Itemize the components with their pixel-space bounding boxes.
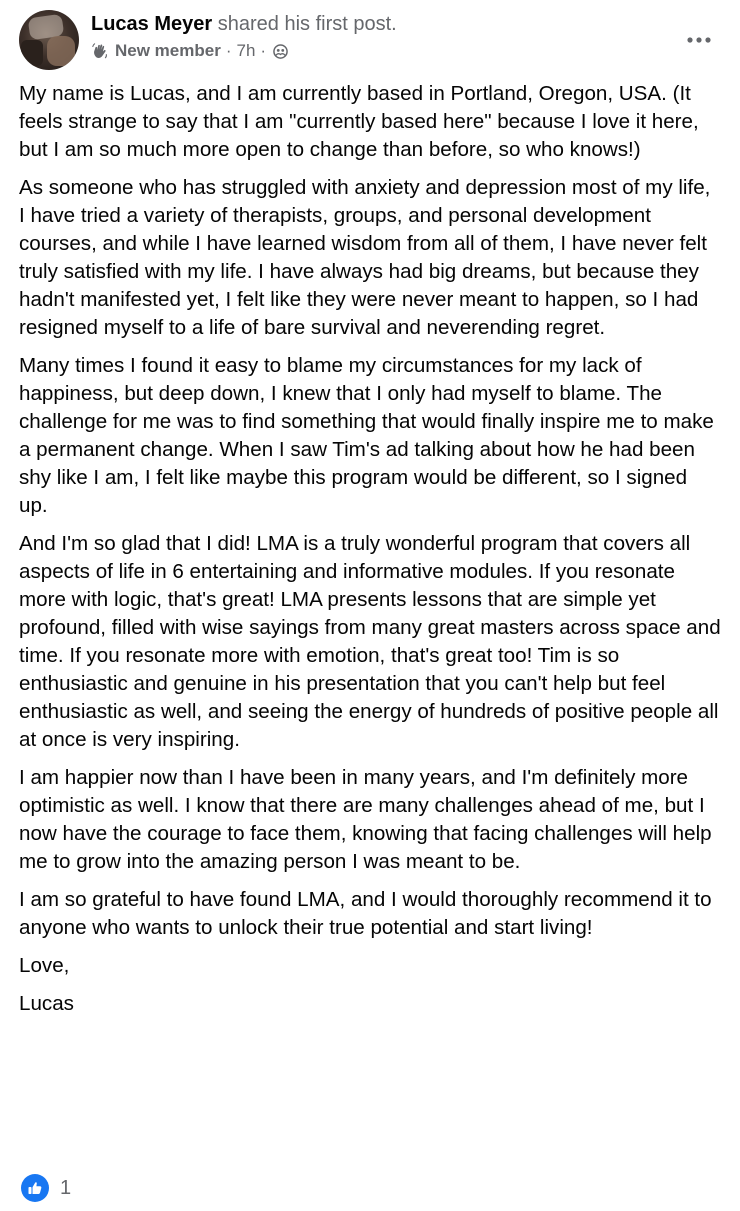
post-paragraph: I am so grateful to have found LMA, and I would thoroughly recommend it to anyone who wants to unlock their true potential and start living! — [19, 888, 712, 939]
post-timestamp[interactable]: 7h — [236, 41, 256, 60]
member-badge[interactable]: New member — [115, 41, 221, 60]
reactions-summary[interactable] — [21, 1174, 71, 1202]
post-paragraph: My name is Lucas, and I am currently based in Portland, Oregon, USA. (It feels strange to say that I am "currently based here" because I love it here, but I am so much more open to change than before, so who knows!) — [19, 82, 699, 161]
group-icon[interactable] — [273, 44, 288, 59]
post-meta — [91, 40, 288, 62]
meta-separator: · — [260, 41, 267, 60]
post-action-text: shared his first post. — [217, 13, 397, 35]
post-paragraph: I am happier now than I have been in many years, and I'm definitely more optimistic as well. I know that there are many challenges ahead of me, but I now have the courage to face them, knowing that facing challenges will help me to grow into the amazing person I was meant to be. — [19, 766, 712, 873]
post-header — [19, 8, 719, 72]
meta-separator: · — [225, 41, 232, 60]
post-signature: Lucas — [19, 992, 74, 1015]
post-paragraph: And I'm so glad that I did! LMA is a truly wonderful program that covers all aspects of life in 6 entertaining and informative modules. If you resonate more with logic, that's great! LMA presents lessons that are simple yet profound, filled with wise sayings from many great masters across space and time. If you resonate more with emotion, that's great too! Tim is so enthusiastic and genuine in his presentation that you can't help but feel enthusiastic as well, and seeing the energy of hundreds of positive people all at once is very inspiring. — [19, 532, 721, 751]
post-signoff: Love, — [19, 954, 70, 977]
author-name[interactable]: Lucas Meyer — [91, 13, 213, 35]
avatar[interactable] — [19, 10, 79, 70]
wave-hand-icon — [91, 42, 109, 60]
more-horiz-icon — [686, 36, 712, 44]
post-paragraph: As someone who has struggled with anxiety and depression most of my life, I have tried a variety of therapists, groups, and personal development courses, and while I have learned wisdom from all of them, I have never felt truly satisfied with my life. I have always had big dreams, but because they hadn't manifested yet, I felt like they were never meant to happen, so I had resigned myself to a life of bare survival and neverending regret. — [19, 176, 711, 339]
reaction-count: 1 — [60, 1176, 72, 1199]
author-line — [91, 12, 397, 36]
post-body — [19, 80, 721, 1028]
post-paragraph: Many times I found it easy to blame my circumstances for my lack of happiness, but deep down, I knew that I only had myself to blame. The challenge for me was to find something that would finally inspire me to make a permanent change. When I saw Tim's ad talking about how he had been shy like I am, I felt like maybe this program would be different, so I signed up. — [19, 354, 714, 517]
like-icon — [21, 1174, 49, 1202]
more-options-button[interactable] — [681, 26, 717, 54]
